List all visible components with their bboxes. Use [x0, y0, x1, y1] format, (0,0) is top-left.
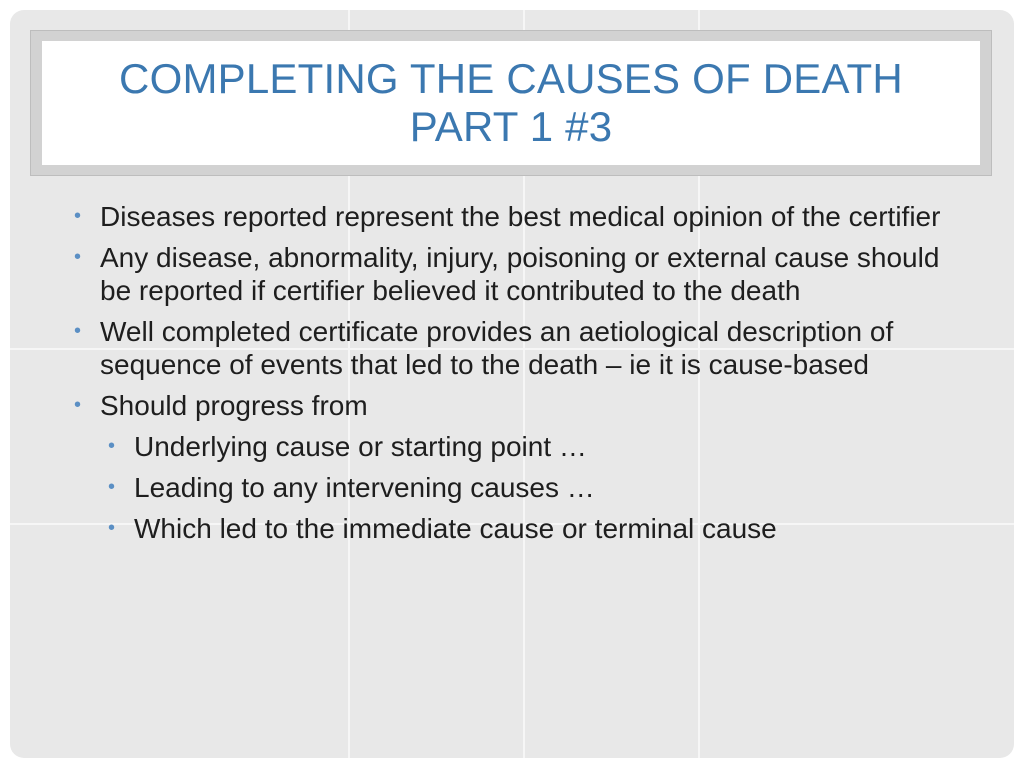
bullet-item	[72, 315, 972, 381]
bullet-icon: •	[74, 246, 82, 268]
bullet-icon: •	[74, 394, 82, 416]
bullet-icon: •	[108, 435, 116, 457]
bullet-icon: •	[108, 476, 116, 498]
sub-bullet-text: Which led to the immediate cause or terminal cause	[134, 513, 777, 544]
title-box	[42, 41, 980, 165]
bullet-list	[72, 200, 972, 553]
bullet-item	[72, 241, 972, 307]
slide-title: COMPLETING THE CAUSES OF DEATH PART 1 #3	[119, 55, 903, 150]
bullet-text: Any disease, abnormality, injury, poisoning or external cause should be reported if certifier believed it contributed to the death	[100, 242, 940, 306]
bullet-text: Diseases reported represent the best medical opinion of the certifier	[100, 201, 941, 232]
bullet-icon: •	[74, 320, 82, 342]
bullet-text: Should progress from	[100, 390, 368, 421]
sub-bullet-text: Underlying cause or starting point …	[134, 431, 587, 462]
sub-bullet-item	[72, 471, 972, 504]
bullet-item	[72, 200, 972, 233]
bullet-item	[72, 389, 972, 422]
bullet-icon: •	[108, 517, 116, 539]
slide	[10, 10, 1014, 758]
bullet-icon: •	[74, 205, 82, 227]
bullet-text: Well completed certificate provides an aetiological description of sequence of events that led to the death – ie it is cause-based	[100, 316, 894, 380]
sub-bullet-item	[72, 430, 972, 463]
sub-bullet-text: Leading to any intervening causes …	[134, 472, 595, 503]
title-frame	[30, 30, 992, 176]
sub-bullet-item	[72, 512, 972, 545]
